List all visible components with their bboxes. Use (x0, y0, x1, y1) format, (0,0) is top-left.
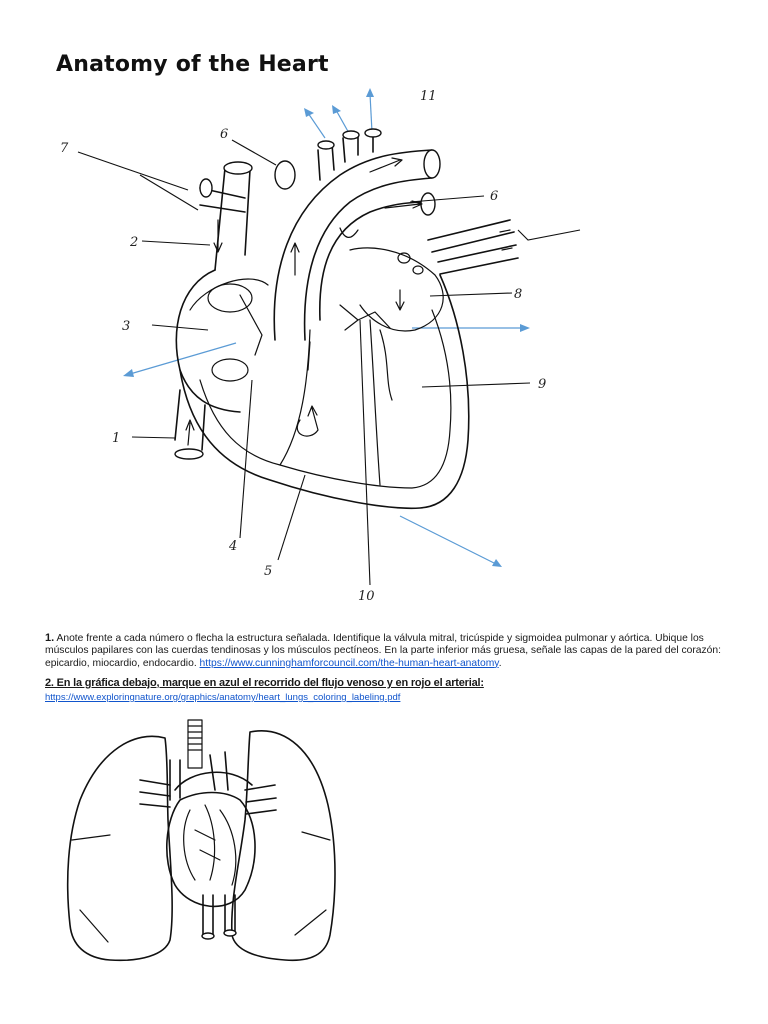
label-10: 10 (358, 589, 375, 604)
question-2-link[interactable]: https://www.exploringnature.org/graphics/anatomy/heart_lungs_coloring_labeling.pdf (45, 692, 401, 703)
label-3: 3 (122, 319, 131, 334)
number-labels (60, 89, 546, 604)
label-5: 5 (264, 564, 273, 579)
label-6-right: 6 (490, 189, 499, 204)
question-1 (45, 632, 721, 670)
label-11: 11 (420, 89, 437, 104)
label-2: 2 (130, 235, 139, 250)
label-8: 8 (514, 287, 523, 302)
label-9: 9 (538, 377, 547, 392)
question-1-text: Anote frente a cada número o flecha la estructura señalada. Identifique la válvula mitral, tricúspide y sigmoidea pulmonar y aórtica. Ubique los músculos papilares con las cuerdas tendinosas y los músculos pectíneos. En la parte inferior más gruesa, señale las capas de la pared del corazón: epicardio, miocardio, endocardio. (45, 633, 721, 669)
question-1-link[interactable]: https://www.cunninghamforcouncil.com/the-human-heart-anatomy (199, 657, 499, 669)
heart-lungs-diagram (40, 710, 360, 970)
label-7: 7 (60, 141, 69, 156)
label-6-top: 6 (220, 127, 229, 142)
question-1-number: 1. (45, 632, 55, 644)
heart-anatomy-diagram (40, 80, 640, 620)
heart-and-vessels (140, 720, 276, 939)
label-1: 1 (112, 431, 121, 446)
heart-outline (175, 129, 518, 508)
label-pointers (78, 140, 580, 585)
question-1-period: . (498, 657, 502, 669)
lungs-outline (68, 731, 335, 960)
label-4: 4 (229, 539, 238, 554)
question-2: 2. En la gráfica debajo, marque en azul el recorrido del flujo venoso y en rojo el arterial: (45, 677, 484, 689)
page-title: Anatomy of the Heart (56, 52, 329, 77)
